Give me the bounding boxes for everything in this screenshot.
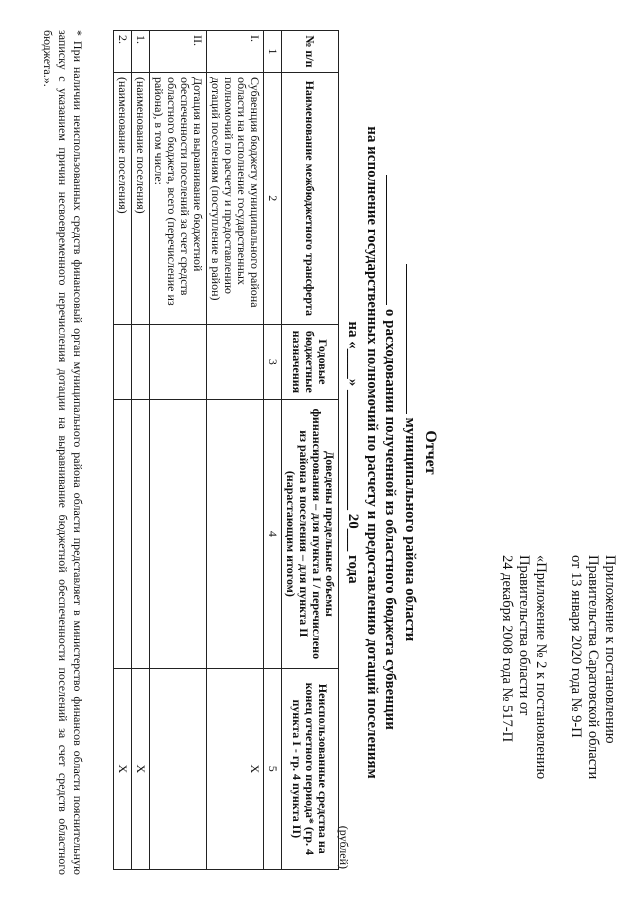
report-title-tail xyxy=(400,0,419,905)
report-subtitle xyxy=(380,0,399,905)
col-number: 3 xyxy=(264,324,282,400)
header-annual: Годовые бюджетные назначения xyxy=(282,324,339,400)
report-subtitle-2: на исполнение государственных полномочий по расчету и предоставлению дотаций поселениям xyxy=(364,126,380,779)
row-name: (наименование поселения) xyxy=(114,72,132,324)
col-number: 5 xyxy=(264,668,282,869)
appendix-line: 24 декабря 2008 года № 517-П xyxy=(499,555,515,743)
report-subtitle-text: о расходовании полученной из областного бюджета субвенции xyxy=(382,308,398,730)
row-name: Дотация на выравнивание бюджетной обеспеченности поселений за счет средств областного бюджета, всего (перечисление из района), в том числе: xyxy=(150,72,207,324)
table-row xyxy=(150,31,207,870)
header-unused: Неиспользованные средства на конец отчетного периода* (гр. 4 пункта I - гр. 4 пункта II) xyxy=(282,668,339,869)
table-row xyxy=(114,31,132,870)
row-annual xyxy=(207,324,264,400)
report-title-tail-text: муниципального района области xyxy=(402,417,418,642)
row-annual xyxy=(150,324,207,400)
column-number-row xyxy=(264,31,282,870)
appendix-line: от 13 января 2020 года № 9-П xyxy=(568,555,584,738)
report-date-line: на «____» ________________ 20___ года xyxy=(345,321,361,584)
appendix-line: Правительства Саратовской области xyxy=(585,555,601,780)
row-number: II. xyxy=(150,31,207,73)
table-header-row xyxy=(282,31,339,870)
row-unused xyxy=(150,668,207,869)
row-financing xyxy=(114,400,132,668)
col-number: 1 xyxy=(264,31,282,73)
row-name: (наименование поселения) xyxy=(132,72,150,324)
appendix-line: Приложение к постановлению xyxy=(602,555,618,744)
blank-line xyxy=(386,175,387,305)
row-unused: Х xyxy=(207,668,264,869)
row-unused: Х xyxy=(114,668,132,869)
appendix-line: Правительства области от xyxy=(516,555,532,716)
currency-unit: (рублей) xyxy=(337,825,351,869)
row-name: Субвенция бюджету муниципального района области на исполнение государственных полномочий по расчету и предоставлению дотаций поселениям (поступление в район) xyxy=(207,72,264,324)
header-financing: Доведены предельные объемы финансирования – для пункта I / перечислено из района в поселения – для пункта II (нарастающим итогом) xyxy=(282,400,339,668)
row-annual xyxy=(114,324,132,400)
header-number: № п/п xyxy=(282,31,339,73)
report-table xyxy=(113,30,339,870)
table-row xyxy=(207,31,264,870)
spacer xyxy=(549,555,567,885)
header-name: Наименование межбюджетного трансферта xyxy=(282,72,339,324)
footnote: * При наличии неиспользованных средств финансовый орган муниципального района области представляет в министерство финансов области пояснительную записку с указанием причин несвоевременного перечисления дотации на выравнивание бюджетной обеспеченности поселений за счет средств областного бюджета.». xyxy=(41,30,85,875)
row-number: I. xyxy=(207,31,264,73)
report-title: Отчет xyxy=(422,430,439,475)
blank-line xyxy=(406,264,407,414)
appendix-line: «Приложение № 2 к постановлению xyxy=(533,555,549,780)
col-number: 4 xyxy=(264,400,282,668)
row-unused: Х xyxy=(132,668,150,869)
table-row xyxy=(132,31,150,870)
row-financing xyxy=(132,400,150,668)
row-financing xyxy=(207,400,264,668)
row-number: 2. xyxy=(114,31,132,73)
appendix-header xyxy=(498,555,618,885)
row-financing xyxy=(150,400,207,668)
col-number: 2 xyxy=(264,72,282,324)
row-annual xyxy=(132,324,150,400)
row-number: 1. xyxy=(132,31,150,73)
